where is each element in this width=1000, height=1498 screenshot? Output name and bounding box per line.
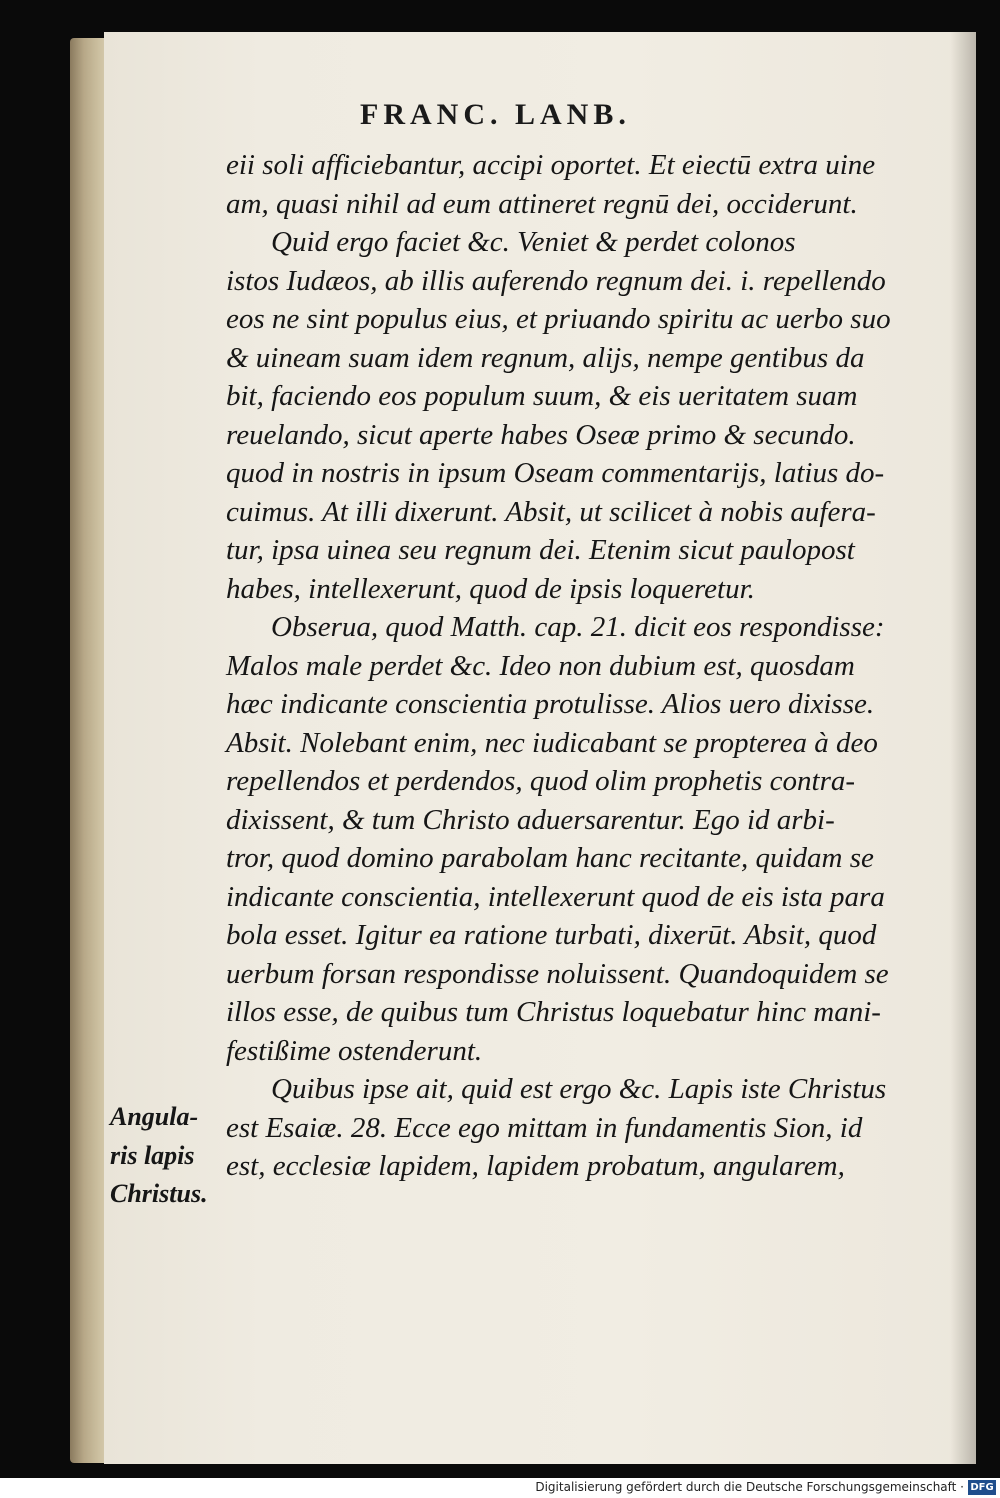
text-line: est Esaiæ. 28. Ecce ego mittam in fundamentis Sion, id — [226, 1111, 863, 1144]
text-line: repellendos et perdendos, quod olim prophetis contra- — [226, 765, 856, 797]
text-line: hæc indicante conscientia protulisse. Alios uero dixisse. — [226, 688, 875, 720]
text-line: bit, faciendo eos populum suum, & eis ueritatem suam — [226, 380, 858, 412]
text-line: festißime ostenderunt. — [226, 1034, 483, 1067]
margin-note-line: Angula- — [110, 1102, 199, 1131]
text-line: eii soli afficiebantur, accipi oportet. Et eiectū extra uine — [226, 149, 876, 181]
margin-note — [110, 1098, 220, 1214]
text-line: Malos male perdet &c. Ideo non dubium est, quosdam — [226, 649, 855, 682]
margin-note-line: ris lapis — [110, 1140, 195, 1170]
text-line: dixissent, & tum Christo aduersarentur. Ego id arbi- — [226, 803, 835, 836]
text-line: tror, quod domino parabolam hanc recitante, quidam se — [226, 842, 874, 874]
text-line: & uineam suam idem regnum, alijs, nempe gentibus da — [226, 341, 865, 374]
text-line: Quid ergo faciet &c. Veniet & perdet colonos — [271, 226, 796, 258]
running-head: FRANC. LANB. — [360, 98, 631, 131]
footer-bar — [0, 1478, 1000, 1498]
text-line: uerbum forsan respondisse noluissent. Quandoquidem se — [226, 957, 889, 990]
text-line: eos ne sint populus eius, et priuando spiritu ac uerbo suo — [226, 303, 891, 335]
text-line: Obserua, quod Matth. cap. 21. dicit eos respondisse: — [271, 611, 885, 643]
margin-note-line: Christus. — [110, 1179, 208, 1208]
text-line: Quibus ipse ait, quid est ergo &c. Lapis iste Christus — [271, 1073, 887, 1105]
gutter-shadow — [950, 32, 976, 1464]
text-line: cuimus. At illi dixerunt. Absit, ut scilicet à nobis auferа- — [226, 495, 876, 528]
text-line: tur, ipsa uinea seu regnum dei. Etenim sicut paulopost — [226, 534, 855, 566]
dfg-logo: DFG — [968, 1480, 996, 1495]
text-line: Absit. Nolebant enim, nec iudicabant se propterea à deo — [226, 726, 878, 759]
text-line: quod in nostris in ipsum Oseam commentarijs, latius do- — [226, 457, 885, 489]
text-line: istos Iudæos, ab illis auferendo regnum dei. i. repellendo — [226, 264, 886, 297]
text-line: am, quasi nihil ad eum attineret regnū dei, occiderunt. — [226, 187, 858, 220]
text-line: illos esse, de quibus tum Christus loquebatur hinc mani- — [226, 996, 881, 1028]
footer-credit: Digitalisierung gefördert durch die Deutsche Forschungsgemeinschaft · — [535, 1480, 964, 1494]
text-line: habes, intellexerunt, quod de ipsis loqueretur. — [226, 572, 755, 605]
text-line: bola esset. Igitur ea ratione turbati, dixerūt. Absit, quod — [226, 919, 877, 951]
text-line: indicante conscientia, intellexerunt quod de eis ista para — [226, 880, 885, 913]
text-line: est, ecclesiæ lapidem, lapidem probatum, angularem, — [226, 1150, 845, 1182]
text-line: reuelando, sicut aperte habes Oseæ primo & secundo. — [226, 418, 856, 451]
main-text — [226, 146, 946, 1186]
